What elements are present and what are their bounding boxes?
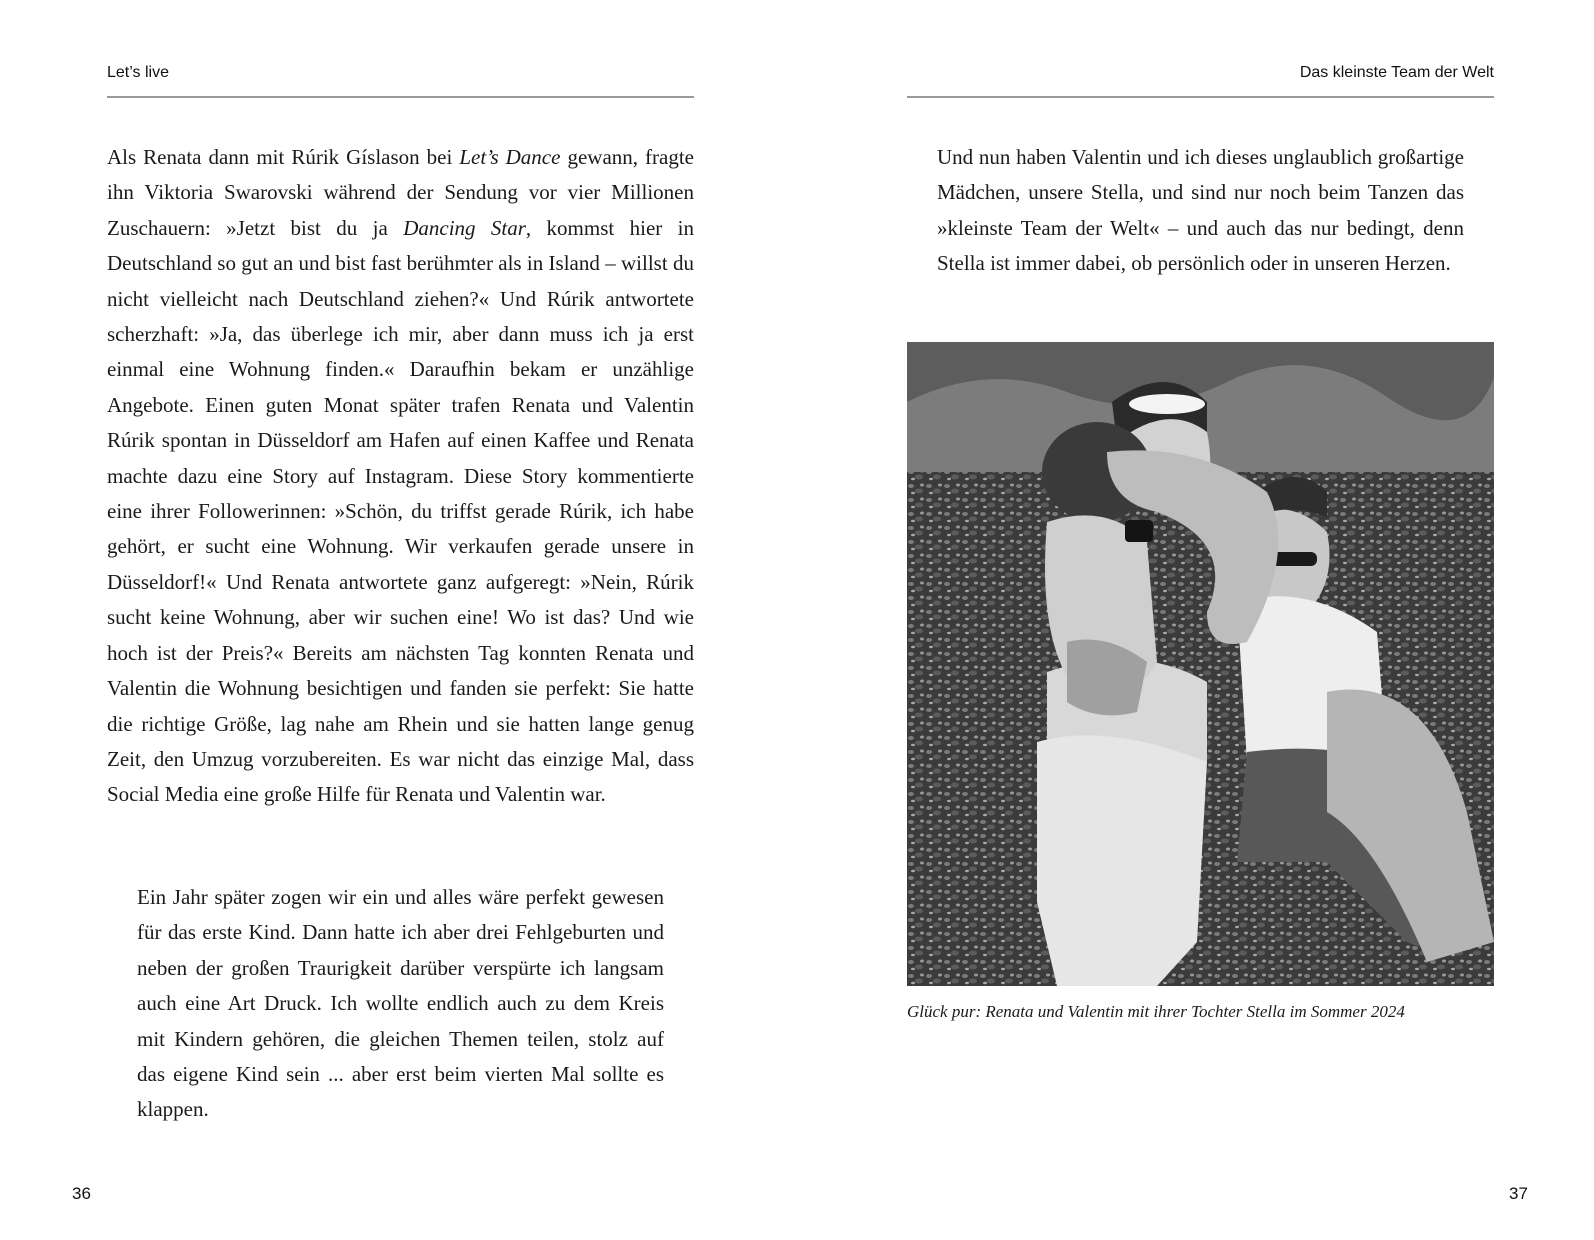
body-paragraph	[107, 140, 694, 813]
photo-caption: Glück pur: Renata und Valentin mit ihrer Tochter Stella im Sommer 2024	[907, 1002, 1405, 1021]
page-number-left: 36	[72, 1184, 91, 1203]
right-page	[797, 0, 1594, 1240]
photo-illustration	[907, 342, 1494, 986]
text-run: gewann, fragte ihn Viktoria Swarovski während der Sendung vor vier Millionen Zuschauern: »Jetzt bist du ja	[107, 145, 694, 240]
emphasis-dancing-star: Dancing Star	[403, 215, 526, 240]
text-run: Als Renata dann mit Rúrik Gíslason bei	[107, 145, 460, 169]
page-number-right: 37	[1509, 1184, 1528, 1203]
quote-paragraph: Und nun haben Valentin und ich dieses unglaublich großartige Mädchen, unsere Stella, und sind nur noch beim Tanzen das »kleinste Team der Welt« – und auch das nur bedingt, denn Stella ist immer dabei, ob persönlich oder in unseren Herzen.	[937, 145, 1464, 276]
quote-paragraph: Ein Jahr später zogen wir ein und alles wäre perfekt gewesen für das erste Kind. Dann hatte ich aber drei Fehlgeburten und neben der großen Traurigkeit darüber verspürte ich langsam auch eine Art Druck. Ich wollte endlich auch zu dem Kreis mit Kindern gehören, die gleichen Themen teilen, stolz auf das eigene Kind sein ... aber erst beim vierten Mal sollte es klappen.	[137, 885, 664, 1122]
family-photo	[907, 342, 1494, 986]
text-run: , kommst hier in Deutschland so gut an und bist fast berühmter als in Island – willst du nicht vielleicht nach Deutschland ziehen?« Und Rúrik antwortete scherzhaft: »Ja, das überlege ich mir, aber dann muss ich ja erst einmal eine Wohnung finden.« Daraufhin bekam er unzählige Angebote. Einen guten Monat später trafen Renata und Valentin Rúrik spontan in Düsseldorf am Hafen auf einen Kaffee und Renata machte dazu eine Story auf Instagram. Diese Story kommentierte eine ihrer Followerinnen: »Schön, du triffst gerade Rúrik, ich habe gehört, er sucht eine Wohnung. Wir verkaufen gerade unsere in Düsseldorf!« Und Renata antwortete ganz aufgeregt: »Nein, Rúrik sucht keine Wohnung, aber wir suchen eine! Wo ist das? Und wie hoch ist der Preis?« Bereits am nächsten Tag konnten Renata und Valentin die Wohnung besichtigen und fanden sie perfekt: Sie hatte die richtige Größe, lag nahe am Rhein und sie hatten lange genug Zeit, den Umzug vorzubereiten. Es war nicht das einzige Mal, dass Social Media eine große Hilfe für Renata und Valentin war.	[107, 215, 694, 807]
show-title: Let’s Dance	[459, 145, 561, 169]
running-header-right: Das kleinste Team der Welt	[907, 64, 1494, 98]
running-header-left: Let’s live	[107, 64, 694, 98]
